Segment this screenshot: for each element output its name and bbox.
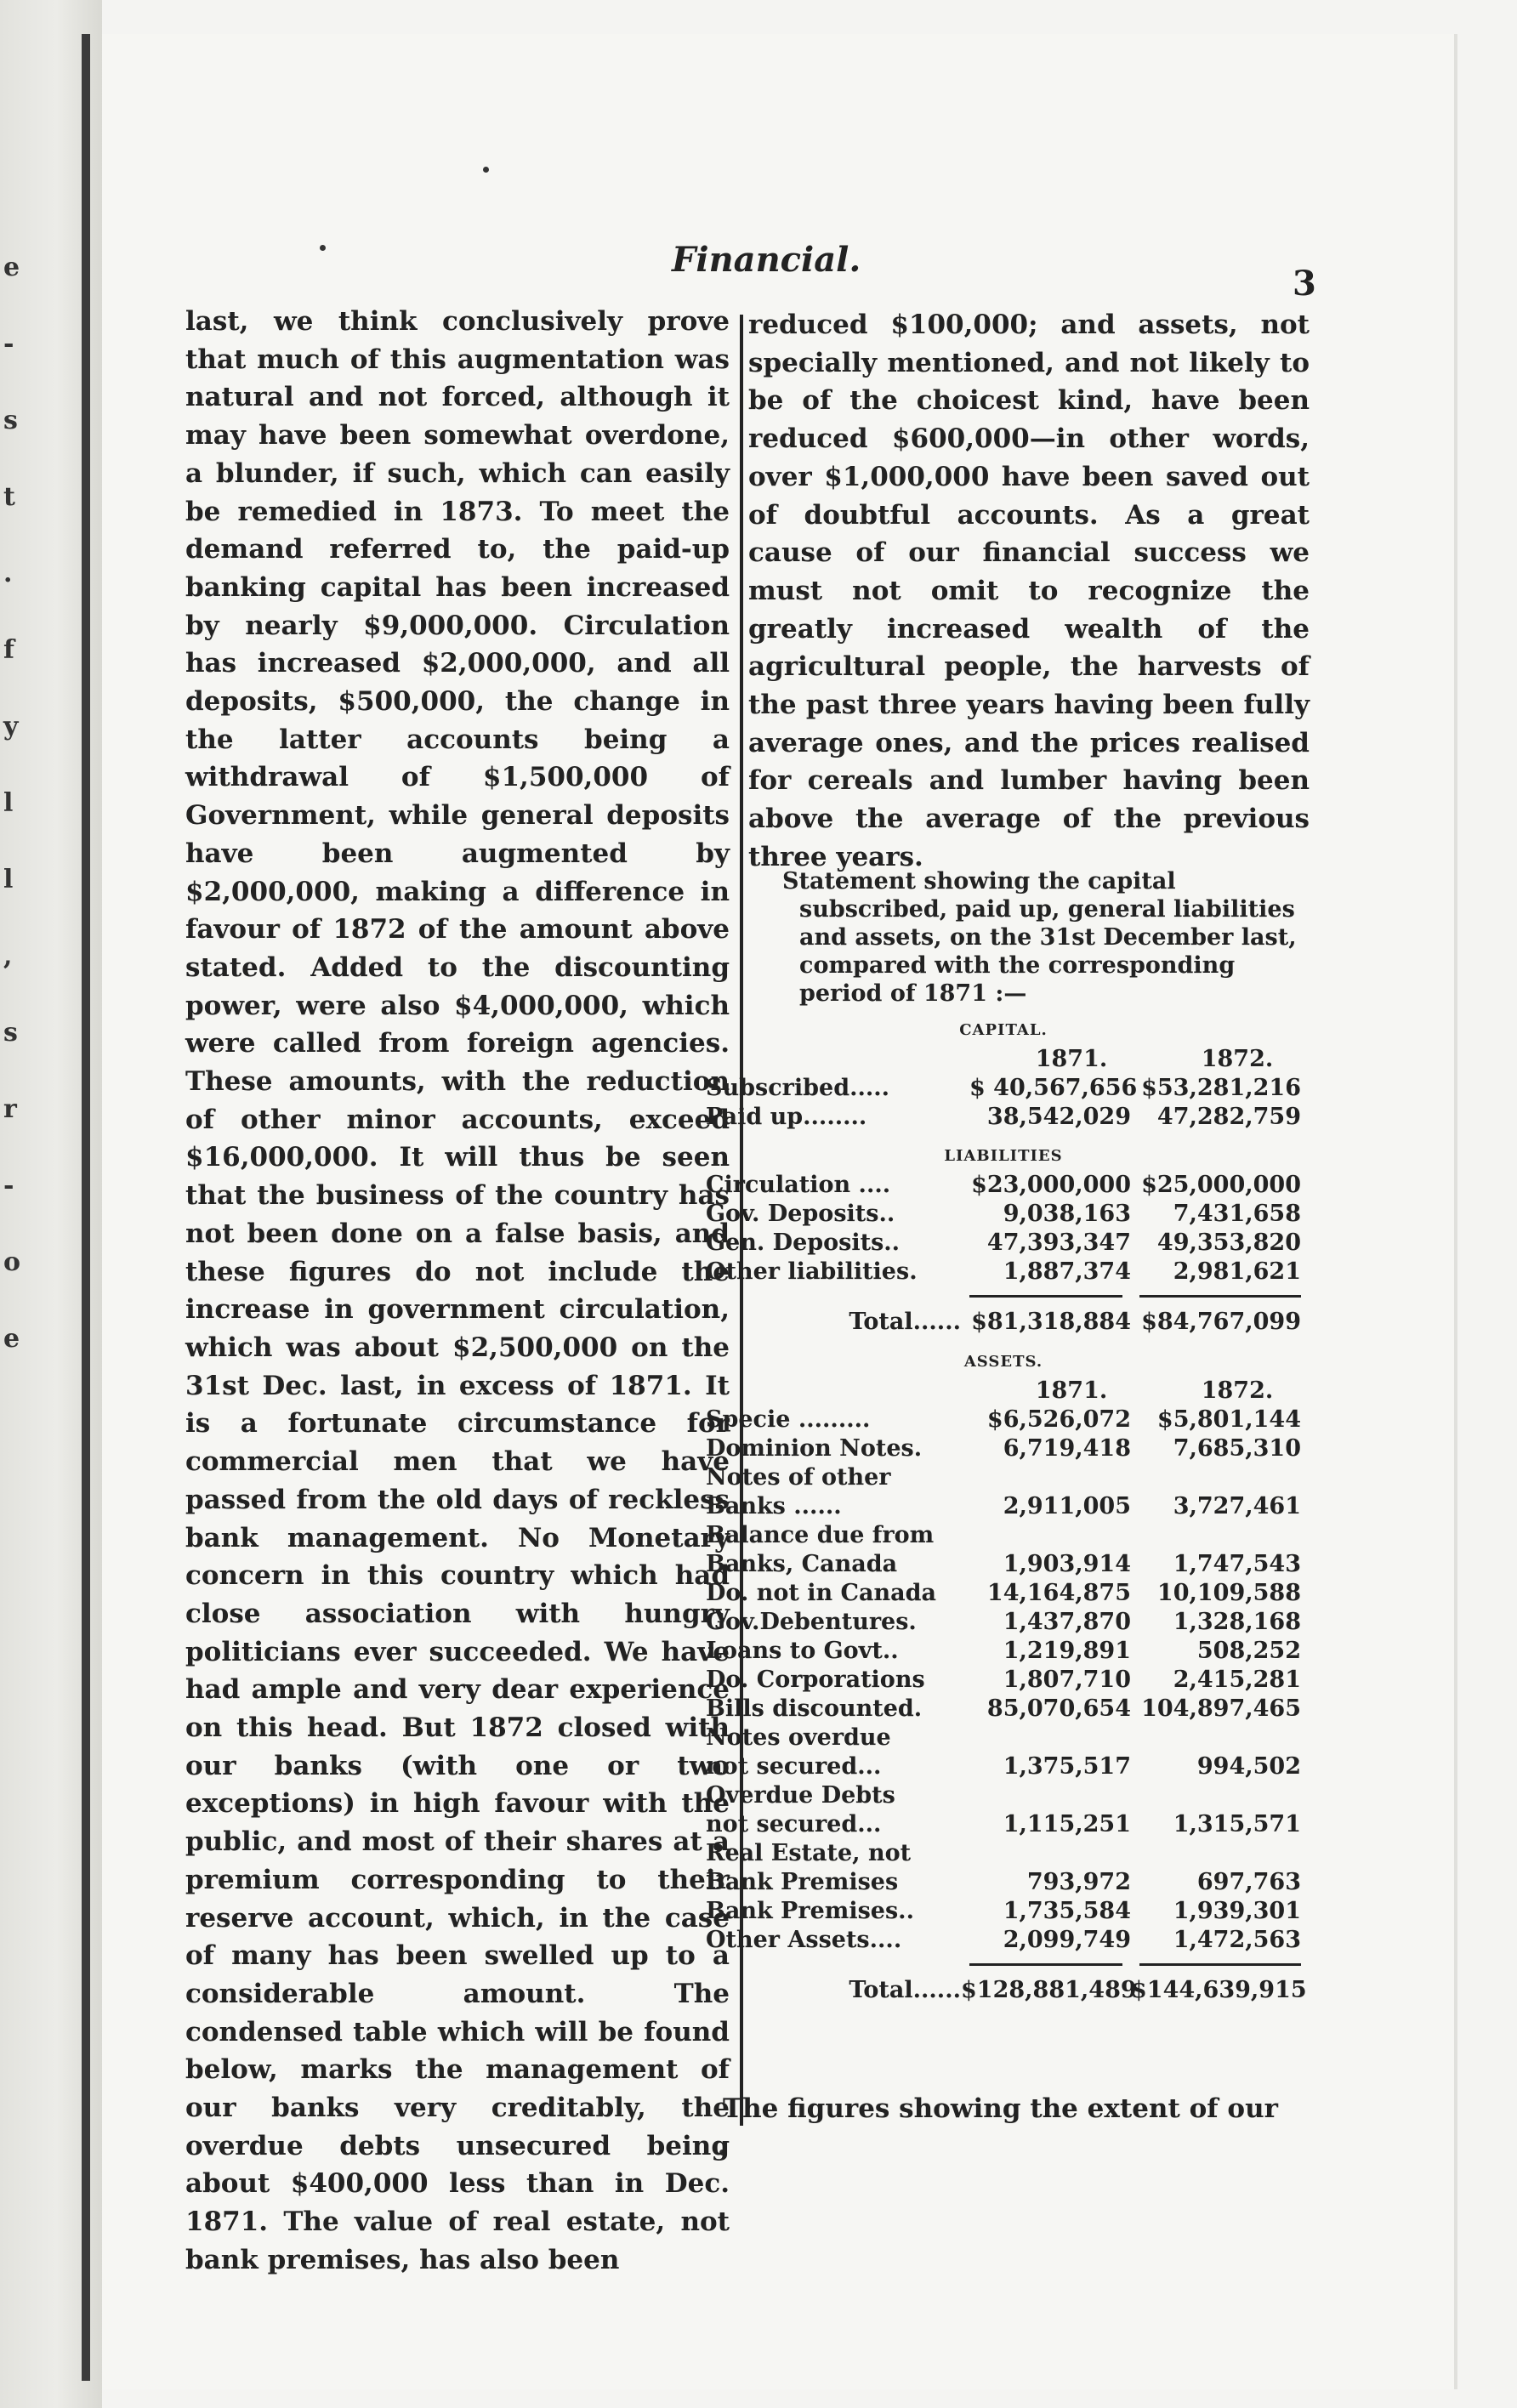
value-1872: $25,000,000 xyxy=(1141,1172,1301,1198)
table-row xyxy=(706,1258,1301,1286)
row-label: Other liabilities. xyxy=(706,1258,918,1285)
margin-letter: l xyxy=(3,865,14,894)
row-label: Banks, Canada xyxy=(706,1551,898,1577)
value-1872: 7,431,658 xyxy=(1173,1201,1301,1227)
value-1871: 6,719,418 xyxy=(1003,1435,1131,1462)
total-label: Total...... xyxy=(849,1309,961,1335)
row-label: Overdue Debts xyxy=(706,1782,895,1809)
table-row xyxy=(706,1810,1301,1839)
table-row xyxy=(706,1171,1301,1200)
table-row xyxy=(706,1897,1301,1926)
value-1872: 2,981,621 xyxy=(1173,1258,1301,1285)
closing-line: The figures showing the extent of our xyxy=(723,2093,1278,2124)
table-row xyxy=(706,1434,1301,1463)
value-1871: 2,099,749 xyxy=(1003,1927,1131,1953)
row-label: Notes overdue xyxy=(706,1724,891,1751)
value-1872: 994,502 xyxy=(1196,1753,1301,1780)
row-label: Notes of other xyxy=(706,1464,891,1491)
page-number: 3 xyxy=(1293,264,1316,304)
margin-letter: e xyxy=(3,253,20,282)
margin-letter: f xyxy=(3,635,14,665)
margin-letter: . xyxy=(3,559,13,588)
table-row xyxy=(706,1724,1301,1752)
row-label: Gen. Deposits.. xyxy=(706,1230,901,1256)
column-right xyxy=(748,306,1310,877)
value-1872: $53,281,216 xyxy=(1141,1075,1301,1101)
value-1871: 1,437,870 xyxy=(1003,1609,1131,1635)
value-1872: 697,763 xyxy=(1196,1869,1301,1895)
value-1872: 7,685,310 xyxy=(1173,1435,1301,1462)
row-label: Loans to Govt.. xyxy=(706,1638,899,1664)
value-1871: 1,903,914 xyxy=(1003,1551,1131,1577)
total-rules xyxy=(706,1295,1301,1305)
value-1871: 85,070,654 xyxy=(986,1695,1131,1722)
table-row xyxy=(706,1103,1301,1132)
value-1871: 1,115,251 xyxy=(1003,1811,1131,1837)
value-1871: 38,542,029 xyxy=(986,1104,1131,1130)
assets-rows xyxy=(706,1406,1301,1955)
capital-rows xyxy=(706,1074,1301,1132)
row-label: Specie ......... xyxy=(706,1406,871,1433)
year-1871: 1871. xyxy=(1035,1046,1108,1072)
margin-letter: - xyxy=(3,329,14,359)
value-1872: 1,939,301 xyxy=(1173,1898,1301,1924)
column-left xyxy=(185,303,730,2280)
value-1872: 1,315,571 xyxy=(1173,1811,1301,1837)
margin-letter: r xyxy=(3,1094,17,1124)
value-1871: 793,972 xyxy=(1026,1869,1131,1895)
table-row xyxy=(706,1752,1301,1781)
margin-letter: l xyxy=(3,788,14,818)
value-1872: $5,801,144 xyxy=(1156,1406,1301,1433)
speck xyxy=(320,245,326,251)
spine-edge xyxy=(82,34,90,2381)
table-row xyxy=(706,1229,1301,1258)
table-row xyxy=(706,1463,1301,1492)
table-row xyxy=(706,1666,1301,1695)
row-label: Other Assets.... xyxy=(706,1927,902,1953)
total-1871: $128,881,489 xyxy=(961,1977,1137,2003)
table-row xyxy=(706,1695,1301,1724)
row-label: Dominion Notes. xyxy=(706,1435,923,1462)
row-label: Bank Premises xyxy=(706,1869,899,1895)
table-row xyxy=(706,1926,1301,1955)
row-label: Balance due from xyxy=(706,1522,935,1548)
value-1871: 1,887,374 xyxy=(1003,1258,1131,1285)
margin-letter: t xyxy=(3,482,15,512)
margin-letter: y xyxy=(3,712,19,741)
paragraph: reduced $100,000; and assets, not specially mentioned, and not likely to be of the choicest kind, have been reduced $600,000—in other words, over $1,000,000 have been saved out of doubtful accounts. As a great cause of our financial success we must not omit to recognize the greatly increased wealth of the agricultural people, the harvests of the past three years having been fully average ones, and the prices realised for cereals and lumber having been above the average of the previous three years. xyxy=(748,310,1310,872)
table-row xyxy=(706,1839,1301,1868)
speck xyxy=(483,167,489,173)
total-1872: $84,767,099 xyxy=(1141,1309,1301,1335)
value-1871: $ 40,567,656 xyxy=(969,1075,1138,1101)
assets-total-row xyxy=(706,1974,1307,2008)
table-row xyxy=(706,1781,1301,1810)
value-1871: 1,219,891 xyxy=(1003,1638,1131,1664)
table-row xyxy=(706,1579,1301,1608)
row-label: Gov. Deposits.. xyxy=(706,1201,895,1227)
year-1872: 1872. xyxy=(1201,1377,1274,1404)
row-label: Gov.Debentures. xyxy=(706,1609,917,1635)
running-header: Financial. xyxy=(672,240,861,280)
liabilities-total-row xyxy=(706,1305,1301,1339)
row-label: Real Estate, not xyxy=(706,1840,912,1866)
value-1871: 1,735,584 xyxy=(1003,1898,1131,1924)
table-row xyxy=(706,1550,1301,1579)
year-1872: 1872. xyxy=(1201,1046,1274,1072)
row-label: not secured... xyxy=(706,1753,882,1780)
row-label: Subscribed..... xyxy=(706,1075,890,1101)
row-label: Do. not in Canada xyxy=(706,1580,937,1606)
table-row xyxy=(706,1868,1301,1897)
value-1872: 104,897,465 xyxy=(1141,1695,1301,1722)
table-row xyxy=(706,1074,1301,1103)
total-label: Total...... xyxy=(849,1977,961,2003)
margin-letter: , xyxy=(3,941,13,971)
financial-table xyxy=(706,1016,1307,2008)
row-label: Circulation .... xyxy=(706,1172,891,1198)
value-1871: 1,375,517 xyxy=(1003,1753,1131,1780)
margin-letter: s xyxy=(3,406,18,435)
value-1871: $6,526,072 xyxy=(986,1406,1131,1433)
value-1871: 47,393,347 xyxy=(986,1230,1131,1256)
row-label: Paid up........ xyxy=(706,1104,867,1130)
value-1872: 508,252 xyxy=(1196,1638,1301,1664)
section-heading-assets: ASSETS. xyxy=(963,1353,1043,1371)
table-caption: Statement showing the capital subscribed, paid up, general liabilities and assets, on the 31st December last, compared with the corresponding period of 1871 :— xyxy=(782,868,1297,1007)
value-1871: 1,807,710 xyxy=(1003,1667,1131,1693)
value-1872: 1,472,563 xyxy=(1173,1927,1301,1953)
total-1871: $81,318,884 xyxy=(971,1309,1131,1335)
value-1872: 49,353,820 xyxy=(1156,1230,1301,1256)
table-row xyxy=(706,1406,1301,1434)
value-1871: 14,164,875 xyxy=(986,1580,1131,1606)
table-row xyxy=(706,1637,1301,1666)
row-label: not secured... xyxy=(706,1811,882,1837)
row-label: Bills discounted. xyxy=(706,1695,923,1722)
total-rules xyxy=(706,1963,1301,1974)
section-heading-liabilities: LIABILITIES xyxy=(944,1147,1063,1165)
year-header xyxy=(706,1377,1301,1406)
year-1871: 1871. xyxy=(1035,1377,1108,1404)
row-label: Bank Premises.. xyxy=(706,1898,914,1924)
value-1871: 9,038,163 xyxy=(1003,1201,1131,1227)
value-1872: 1,328,168 xyxy=(1173,1609,1301,1635)
margin-letter: o xyxy=(3,1247,21,1277)
paragraph: last, we think conclusively prove that much of this augmentation was natural and not forced, although it may have been somewhat overdone, a blunder, if such, which can easily be remedied in 1873. To meet the demand referred to, the paid-up banking capital has been increased by nearly $9,000,000. Circulation has increased $2,000,000, and all deposits, $500,000, the change in the latter accounts being a withdrawal of $1,500,000 of Government, while general deposits have been augmented by $2,000,000, making a difference in favour of 1872 of the amount above stated. Added to the discounting power, were also $4,000,000, which were called from foreign agencies. These amounts, with the reduction of other minor accounts, exceed $16,000,000. It will thus be seen that the business of the country has not been done on a false basis, and these figures do not include the increase in government circulation, which was about $2,500,000 on the 31st Dec. last, in excess of 1871. It is a fortunate circumstance for commercial men that we have passed from the old days of reckless bank management. No Monetary concern in this country which had close association with hungry politicians ever succeeded. We have had ample and very dear experience on this head. But 1872 closed with our banks (with one or two exceptions) in high favour with the public, and most of their shares at a premium corresponding to their reserve account, which, in the case of many has been swelled up to a considerable amount. The condensed table which will be found below, marks the management of our banks very creditably, the overdue debts unsecured being about $400,000 less than in Dec. 1871. The value of real estate, not bank premises, has also been xyxy=(185,306,730,2275)
total-1872: $144,639,915 xyxy=(1131,1977,1307,2003)
margin-letter: s xyxy=(3,1018,18,1048)
value-1871: 2,911,005 xyxy=(1003,1493,1131,1519)
value-1871: $23,000,000 xyxy=(971,1172,1131,1198)
margin-letter: - xyxy=(3,1171,14,1201)
table-row xyxy=(706,1608,1301,1637)
row-label: Do. Corporations xyxy=(706,1667,925,1693)
liabilities-rows xyxy=(706,1171,1301,1286)
section-heading-capital: CAPITAL. xyxy=(959,1021,1048,1039)
value-1872: 47,282,759 xyxy=(1156,1104,1301,1130)
value-1872: 2,415,281 xyxy=(1173,1667,1301,1693)
value-1872: 1,747,543 xyxy=(1173,1551,1301,1577)
row-label: Banks ...... xyxy=(706,1493,842,1519)
year-header xyxy=(706,1045,1301,1074)
table-row xyxy=(706,1521,1301,1550)
value-1872: 10,109,588 xyxy=(1156,1580,1301,1606)
table-row xyxy=(706,1492,1301,1521)
value-1872: 3,727,461 xyxy=(1173,1493,1301,1519)
margin-letter: e xyxy=(3,1324,20,1354)
table-row xyxy=(706,1200,1301,1229)
